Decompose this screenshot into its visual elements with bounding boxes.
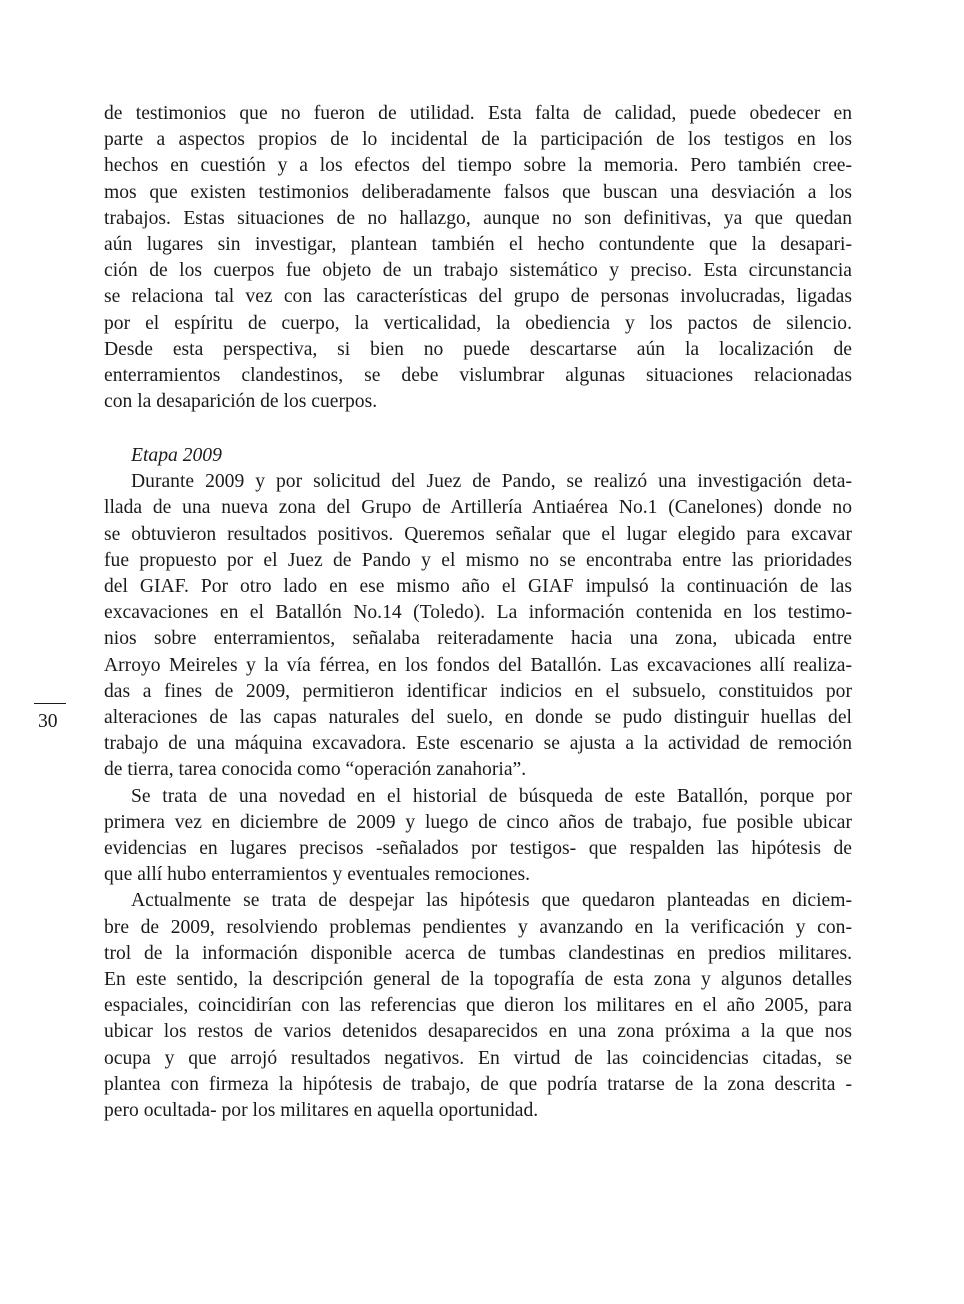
text-line: ocupa y que arrojó resultados negativos. En virtud de las coincidencias citadas, se	[104, 1047, 852, 1069]
text-line: das a fines de 2009, permitieron identificar indicios en el subsuelo, constituidos por	[104, 680, 852, 702]
text-line: parte a aspectos propios de lo incidental de la participación de los testigos en los	[104, 129, 852, 151]
text-line: plantea con firmeza la hipótesis de trabajo, de que podría tratarse de la zona descrita -	[104, 1073, 852, 1095]
text-line: de testimonios que no fueron de utilidad. Esta falta de calidad, puede obedecer en	[104, 103, 852, 124]
text-line: Se trata de una novedad en el historial de búsqueda de este Batallón, porque por	[131, 785, 852, 807]
text-line: mos que existen testimonios deliberadamente falsos que buscan una desviación a los	[104, 181, 852, 203]
text-line: ubicar los restos de varios detenidos desaparecidos en una zona próxima a la que nos	[104, 1021, 852, 1043]
section-etapa-2009	[104, 443, 852, 1124]
paragraph-testimonios	[104, 101, 852, 415]
text-line: Actualmente se trata de despejar las hipótesis que quedaron planteadas en diciem-	[131, 890, 852, 912]
text-line: de tierra, tarea conocida como “operación zanahoria”.	[104, 759, 527, 781]
text-line: Arroyo Meireles y la vía férrea, en los fondos del Batallón. Las excavaciones allí realiza-	[104, 654, 852, 676]
text-line: enterramientos clandestinos, se debe vislumbrar algunas situaciones relacionadas	[104, 365, 852, 387]
text-line: trol de la información disponible acerca de tumbas clandestinas en predios militares.	[104, 942, 852, 964]
text-line: trabajos. Estas situaciones de no hallazgo, aunque no son definitivas, ya que quedan	[104, 207, 852, 229]
text-line: fue propuesto por el Juez de Pando y el mismo no se encontraba entre las prioridades	[104, 549, 852, 571]
text-line: espaciales, coincidirían con las referencias que dieron los militares en el año 2005, para	[104, 995, 852, 1017]
page-number-rule	[34, 703, 66, 704]
text-line: primera vez en diciembre de 2009 y luego de cinco años de trabajo, fue posible ubicar	[104, 811, 852, 833]
text-line: En este sentido, la descripción general de la topografía de esta zona y algunos detalles	[104, 969, 852, 991]
text-line: ción de los cuerpos fue objeto de un trabajo sistemático y preciso. Esta circunstancia	[104, 260, 852, 282]
text-line: con la desaparición de los cuerpos.	[104, 391, 378, 413]
text-line: aún lugares sin investigar, plantean también el hecho contundente que la desapari-	[104, 234, 852, 256]
section-heading: Etapa 2009	[131, 445, 222, 466]
text-line: hechos en cuestión y a los efectos del tiempo sobre la memoria. Pero también cree-	[104, 155, 852, 177]
text-line: por el espíritu de cuerpo, la verticalidad, la obediencia y los pactos de silencio.	[104, 312, 852, 334]
text-line: evidencias en lugares precisos -señalados por testigos- que respalden las hipótesis de	[104, 838, 852, 860]
text-line: bre de 2009, resolviendo problemas pendientes y avanzando en la verificación y con-	[104, 916, 852, 938]
text-line: se relaciona tal vez con las características del grupo de personas involucradas, ligadas	[104, 286, 852, 308]
text-line: nios sobre enterramientos, señalaba reiteradamente hacia una zona, ubicada entre	[104, 628, 852, 650]
text-line: que allí hubo enterramientos y eventuales remociones.	[104, 864, 531, 886]
text-line: se obtuvieron resultados positivos. Queremos señalar que el lugar elegido para excavar	[104, 523, 852, 545]
page-number: 30	[38, 711, 58, 732]
text-line: excavaciones en el Batallón No.14 (Toledo). La información contenida en los testimo-	[104, 602, 852, 624]
text-line: del GIAF. Por otro lado en ese mismo año el GIAF impulsó la continuación de las	[104, 576, 852, 598]
text-line: Durante 2009 y por solicitud del Juez de Pando, se realizó una investigación deta-	[131, 471, 852, 493]
text-line: alteraciones de las capas naturales del suelo, en donde se pudo distinguir huellas del	[104, 707, 852, 729]
text-line: Desde esta perspectiva, si bien no puede descartarse aún la localización de	[104, 338, 852, 360]
text-line: llada de una nueva zona del Grupo de Artillería Antiaérea No.1 (Canelones) donde no	[104, 497, 852, 519]
text-line: pero ocultada- por los militares en aquella oportunidad.	[104, 1100, 539, 1122]
text-line: trabajo de una máquina excavadora. Este escenario se ajusta a la actividad de remoción	[104, 733, 852, 755]
